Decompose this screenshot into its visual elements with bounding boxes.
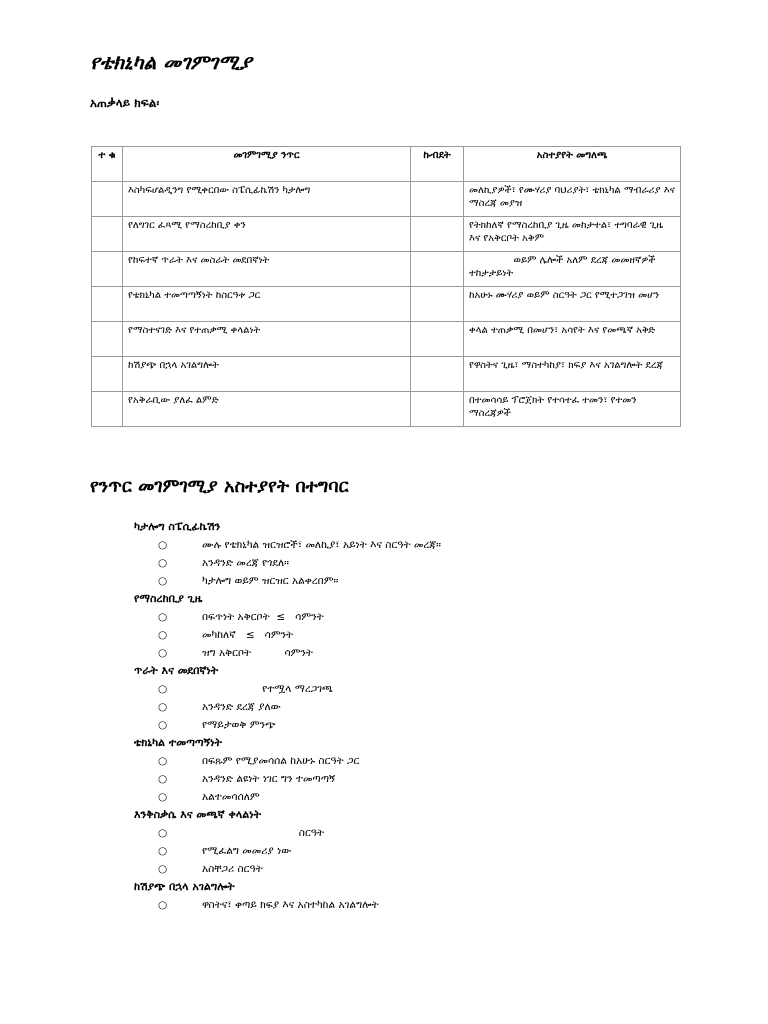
row-number xyxy=(92,322,123,357)
circle-bullet-icon: ○ xyxy=(158,629,168,641)
table-row xyxy=(92,392,681,427)
row-weight xyxy=(411,252,464,287)
circle-bullet-icon: ○ xyxy=(158,773,168,785)
option-text: ስርዓት xyxy=(202,827,325,839)
option-text: በፍጥነት አቅርቦት ≤ ሳምንት xyxy=(202,611,324,623)
criterion-option xyxy=(134,788,694,806)
criterion-option xyxy=(134,896,694,914)
document-title: የቴክኒካል መገምገሚያ xyxy=(90,50,252,74)
option-text: የሚፈልግ መመሪያ ነው xyxy=(202,845,292,857)
criteria-list xyxy=(134,518,694,914)
criterion-heading: የማስረከቢያ ጊዜ xyxy=(134,592,203,605)
criterion-heading: ከሽያጭ በኋላ አገልግሎት xyxy=(134,880,235,893)
row-criterion: የማስተናገድ እና የተጠቃሚ ቀላልነት xyxy=(123,322,411,357)
circle-bullet-icon: ○ xyxy=(158,827,168,839)
circle-bullet-icon: ○ xyxy=(158,539,168,551)
criterion-option xyxy=(134,824,694,842)
option-text: በፍጹም የሚያመሳሰል ከአሁኑ ስርዓት ጋር xyxy=(202,755,360,767)
header-comment: አስተያየት መግለጫ xyxy=(464,147,681,182)
circle-bullet-icon: ○ xyxy=(158,557,168,569)
option-text: አንዳንድ ደረጃ ያለው xyxy=(202,701,281,713)
circle-bullet-icon: ○ xyxy=(158,863,168,875)
header-number: ተ ቁ xyxy=(92,147,123,182)
option-text: ሙሉ የቴክኒካል ዝርዝሮች፣ መለኪያ፣ አይነት እና ስርዓት መረጃ። xyxy=(202,539,442,551)
row-weight xyxy=(411,182,464,217)
circle-bullet-icon: ○ xyxy=(158,719,168,731)
criterion-option xyxy=(134,680,694,698)
table-row xyxy=(92,182,681,217)
criterion-option xyxy=(134,626,694,644)
circle-bullet-icon: ○ xyxy=(158,899,168,911)
row-criterion: የቴክኒካል ተመጣጣኝነት ከስርዓቱ ጋር xyxy=(123,287,411,322)
circle-bullet-icon: ○ xyxy=(158,845,168,857)
circle-bullet-icon: ○ xyxy=(158,701,168,713)
row-comment: በተመሳሳይ ፕሮጀክት የተሳተፈ ተመን፣ የተመን ማስረጃዎች xyxy=(464,392,681,427)
criterion-option xyxy=(134,770,694,788)
option-text: አንዳንድ መረጃ የጎደለ። xyxy=(202,557,290,569)
row-comment: ከአሁኑ ሙሃሪያ ወይም ስርዓት ጋር የሚተጋገዝ መሆን xyxy=(464,287,681,322)
section-subtitle: አጠቃላይ ክፍል፡ xyxy=(90,96,160,110)
row-criterion: እስካፍሆልዲንግ የሚቀርበው ስፔሲፊኬሽን ካታሎግ xyxy=(123,182,411,217)
row-weight xyxy=(411,217,464,252)
row-weight xyxy=(411,357,464,392)
row-weight xyxy=(411,392,464,427)
row-weight xyxy=(411,322,464,357)
circle-bullet-icon: ○ xyxy=(158,683,168,695)
evaluation-section-title: የንጥር መገምገሚያ አስተያየት በተግባር xyxy=(90,476,349,497)
option-text: ካታሎግ ወይም ዝርዝር አልቀረበም። xyxy=(202,575,339,587)
criterion-option xyxy=(134,572,694,590)
criterion-option xyxy=(134,698,694,716)
row-number xyxy=(92,357,123,392)
row-comment: ወይም ሌሎች አለም ደረጃ መመዘኛዎች ተከታታይነት xyxy=(464,252,681,287)
option-text: ዝግ አቅርቦት ሳምንት xyxy=(202,647,314,659)
row-weight xyxy=(411,287,464,322)
row-number xyxy=(92,217,123,252)
table-row xyxy=(92,287,681,322)
table-row xyxy=(92,217,681,252)
option-text: የማይታወቅ ምንጭ xyxy=(202,719,276,731)
criterion-heading: ቴክኒካል ተመጣጣኝነት xyxy=(134,736,222,749)
row-comment: የትክከለኛ የማስረከቢያ ጊዜ መከታተል፣ ተግባራዊ ጊዜ እና የአቅርቦት አቅም xyxy=(464,217,681,252)
criterion-option xyxy=(134,536,694,554)
circle-bullet-icon: ○ xyxy=(158,791,168,803)
row-comment: የዋስትና ጊዜ፣ ማስተካከያ፣ ክፍያ እና አገልግሎት ደረጃ xyxy=(464,357,681,392)
technical-evaluation-table xyxy=(91,146,681,427)
criterion-heading: ካታሎግ ስፔሲፊኬሽን xyxy=(134,520,221,533)
table-row xyxy=(92,357,681,392)
option-text: አንዳንድ ልዩነት ነገር ግን ተመጣጣኝ xyxy=(202,773,336,785)
criterion-option xyxy=(134,644,694,662)
option-text: መካከለኛ ≤ ሳምንት xyxy=(202,629,294,641)
option-text: አስቸጋሪ ስርዓት xyxy=(202,863,263,875)
table-row xyxy=(92,322,681,357)
option-text: ዋስትና፣ ቀጣይ ክፍያ እና አስተካከል አገልግሎት xyxy=(202,899,379,911)
row-number xyxy=(92,392,123,427)
row-comment: መለኪያዎች፣ የሙሃሪያ ባህሪያት፣ ቴክኒካል ማብራሪያ እና ማስረጃ መያዝ xyxy=(464,182,681,217)
criterion-option xyxy=(134,608,694,626)
option-text: የተሟላ ማረጋገጫ xyxy=(202,683,333,695)
row-number xyxy=(92,252,123,287)
option-text: አልተመሳሰለም xyxy=(202,791,260,803)
circle-bullet-icon: ○ xyxy=(158,575,168,587)
table-header-row xyxy=(92,147,681,182)
criterion-option xyxy=(134,860,694,878)
row-criterion: የአቅራቢው ያለፈ ልምድ xyxy=(123,392,411,427)
row-number xyxy=(92,182,123,217)
table-row xyxy=(92,252,681,287)
row-criterion: ከሽያጭ በኋላ አገልግሎት xyxy=(123,357,411,392)
row-criterion: የለግገር ፈጻሚ የማስረከቢያ ቀን xyxy=(123,217,411,252)
circle-bullet-icon: ○ xyxy=(158,647,168,659)
row-criterion: የከፍተኛ ጥራት እና መስራት መደበኛነት xyxy=(123,252,411,287)
criterion-option xyxy=(134,752,694,770)
circle-bullet-icon: ○ xyxy=(158,611,168,623)
criterion-heading: ጥራት እና መደበኛነት xyxy=(134,664,219,677)
criterion-option xyxy=(134,842,694,860)
criterion-heading: እንቅስቃሴ እና መጫኛ ቀላልነት xyxy=(134,808,262,821)
header-weight: ኩብደት xyxy=(411,147,464,182)
row-comment: ቀላል ተጠቃሚ በመሆን፣ አሳየት እና የመጫኛ አቅድ xyxy=(464,322,681,357)
circle-bullet-icon: ○ xyxy=(158,755,168,767)
criterion-option xyxy=(134,554,694,572)
header-criterion: መገምገሚያ ንጥር xyxy=(123,147,411,182)
table-body xyxy=(92,182,681,427)
criterion-option xyxy=(134,716,694,734)
row-number xyxy=(92,287,123,322)
